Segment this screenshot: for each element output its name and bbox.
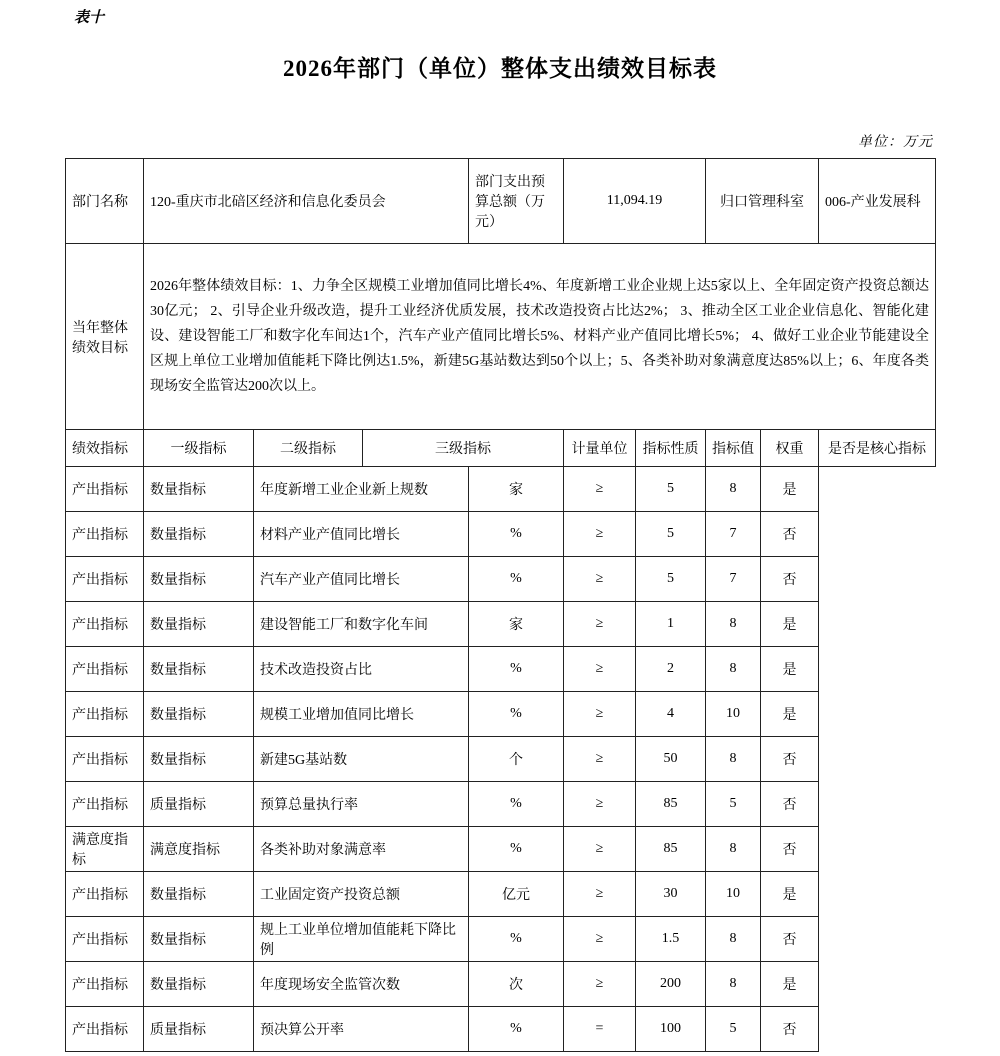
indicator-row bbox=[66, 1007, 936, 1052]
indicator-nature: ≥ bbox=[564, 602, 636, 647]
indicator-level2: 数量指标 bbox=[144, 512, 254, 557]
annual-goal-label: 当年整体绩效目标 bbox=[66, 244, 144, 430]
indicator-row bbox=[66, 917, 936, 962]
indicator-unit: % bbox=[469, 557, 564, 602]
indicator-level2: 质量指标 bbox=[144, 782, 254, 827]
indicator-weight: 10 bbox=[706, 872, 761, 917]
indicator-level2: 数量指标 bbox=[144, 872, 254, 917]
indicator-nature: ≥ bbox=[564, 827, 636, 872]
indicator-level2: 数量指标 bbox=[144, 962, 254, 1007]
indicator-weight: 8 bbox=[706, 602, 761, 647]
indicator-level3: 各类补助对象满意率 bbox=[254, 827, 469, 872]
indicator-row bbox=[66, 782, 936, 827]
indicator-level1: 产出指标 bbox=[66, 557, 144, 602]
indicator-is-core: 否 bbox=[761, 737, 819, 782]
indicator-level2: 数量指标 bbox=[144, 557, 254, 602]
indicator-is-core: 是 bbox=[761, 647, 819, 692]
indicator-nature: ≥ bbox=[564, 917, 636, 962]
indicator-value: 85 bbox=[636, 782, 706, 827]
unit-note: 单位：万元 bbox=[858, 135, 933, 150]
indicator-level2: 满意度指标 bbox=[144, 827, 254, 872]
indicator-weight: 7 bbox=[706, 512, 761, 557]
indicator-weight: 8 bbox=[706, 917, 761, 962]
indicator-row bbox=[66, 512, 936, 557]
indicator-level1: 产出指标 bbox=[66, 737, 144, 782]
indicator-unit: % bbox=[469, 692, 564, 737]
indicator-nature: ≥ bbox=[564, 782, 636, 827]
indicator-unit: 家 bbox=[469, 602, 564, 647]
indicator-unit: 家 bbox=[469, 467, 564, 512]
indicator-level1: 产出指标 bbox=[66, 962, 144, 1007]
indicator-is-core: 否 bbox=[761, 917, 819, 962]
dept-name-label: 部门名称 bbox=[66, 159, 144, 244]
header-value: 指标值 bbox=[706, 430, 761, 467]
indicator-row bbox=[66, 737, 936, 782]
indicator-nature: ≥ bbox=[564, 557, 636, 602]
indicator-value: 5 bbox=[636, 467, 706, 512]
indicator-section-label: 绩效指标 bbox=[66, 430, 144, 467]
dept-name-value: 120-重庆市北碚区经济和信息化委员会 bbox=[144, 159, 469, 244]
indicator-level3: 预决算公开率 bbox=[254, 1007, 469, 1052]
indicator-is-core: 是 bbox=[761, 692, 819, 737]
indicator-weight: 8 bbox=[706, 737, 761, 782]
indicator-level2: 数量指标 bbox=[144, 692, 254, 737]
indicator-level1: 产出指标 bbox=[66, 602, 144, 647]
indicator-is-core: 是 bbox=[761, 962, 819, 1007]
budget-total-label: 部门支出预算总额（万元） bbox=[469, 159, 564, 244]
indicator-level3: 建设智能工厂和数字化车间 bbox=[254, 602, 469, 647]
indicator-value: 30 bbox=[636, 872, 706, 917]
indicator-nature: ≥ bbox=[564, 737, 636, 782]
indicator-row bbox=[66, 647, 936, 692]
indicator-weight: 10 bbox=[706, 692, 761, 737]
indicator-value: 200 bbox=[636, 962, 706, 1007]
indicator-weight: 8 bbox=[706, 467, 761, 512]
page-title: 2026年部门（单位）整体支出绩效目标表 bbox=[283, 56, 717, 81]
indicator-level1: 产出指标 bbox=[66, 512, 144, 557]
header-weight: 权重 bbox=[761, 430, 819, 467]
indicator-nature: ≥ bbox=[564, 647, 636, 692]
department-info-row bbox=[66, 159, 936, 244]
indicator-unit: % bbox=[469, 512, 564, 557]
managing-office-value: 006-产业发展科 bbox=[819, 159, 936, 244]
indicator-is-core: 是 bbox=[761, 602, 819, 647]
indicator-row bbox=[66, 872, 936, 917]
indicator-rows-body bbox=[66, 467, 936, 1052]
indicator-header-row bbox=[66, 430, 936, 467]
indicator-unit: % bbox=[469, 782, 564, 827]
indicator-unit: % bbox=[469, 1007, 564, 1052]
indicator-level3: 新建5G基站数 bbox=[254, 737, 469, 782]
indicator-nature: ≥ bbox=[564, 512, 636, 557]
indicator-row bbox=[66, 467, 936, 512]
indicator-is-core: 否 bbox=[761, 782, 819, 827]
performance-target-table bbox=[65, 158, 936, 1052]
indicator-level2: 质量指标 bbox=[144, 1007, 254, 1052]
annual-goal-row bbox=[66, 244, 936, 430]
indicator-level1: 产出指标 bbox=[66, 872, 144, 917]
indicator-level1: 产出指标 bbox=[66, 1007, 144, 1052]
indicator-value: 1.5 bbox=[636, 917, 706, 962]
indicator-level1: 产出指标 bbox=[66, 782, 144, 827]
indicator-weight: 8 bbox=[706, 827, 761, 872]
header-nature: 指标性质 bbox=[636, 430, 706, 467]
indicator-level3: 预算总量执行率 bbox=[254, 782, 469, 827]
indicator-level2: 数量指标 bbox=[144, 602, 254, 647]
indicator-level3: 规上工业单位增加值能耗下降比例 bbox=[254, 917, 469, 962]
indicator-is-core: 否 bbox=[761, 557, 819, 602]
indicator-row bbox=[66, 602, 936, 647]
indicator-is-core: 是 bbox=[761, 467, 819, 512]
indicator-nature: ≥ bbox=[564, 962, 636, 1007]
managing-office-label: 归口管理科室 bbox=[706, 159, 819, 244]
indicator-level1: 产出指标 bbox=[66, 917, 144, 962]
indicator-level3: 技术改造投资占比 bbox=[254, 647, 469, 692]
indicator-value: 1 bbox=[636, 602, 706, 647]
indicator-level2: 数量指标 bbox=[144, 647, 254, 692]
indicator-level3: 工业固定资产投资总额 bbox=[254, 872, 469, 917]
indicator-weight: 5 bbox=[706, 1007, 761, 1052]
indicator-level1: 满意度指标 bbox=[66, 827, 144, 872]
indicator-level2: 数量指标 bbox=[144, 737, 254, 782]
indicator-value: 5 bbox=[636, 512, 706, 557]
indicator-level3: 年度新增工业企业新上规数 bbox=[254, 467, 469, 512]
table-number-label: 表十 bbox=[74, 10, 105, 26]
indicator-row bbox=[66, 962, 936, 1007]
indicator-value: 4 bbox=[636, 692, 706, 737]
indicator-nature: ≥ bbox=[564, 872, 636, 917]
indicator-level1: 产出指标 bbox=[66, 467, 144, 512]
indicator-is-core: 否 bbox=[761, 827, 819, 872]
indicator-row bbox=[66, 692, 936, 737]
indicator-level3: 规模工业增加值同比增长 bbox=[254, 692, 469, 737]
indicator-level3: 材料产业产值同比增长 bbox=[254, 512, 469, 557]
indicator-weight: 8 bbox=[706, 962, 761, 1007]
indicator-unit: 亿元 bbox=[469, 872, 564, 917]
indicator-value: 50 bbox=[636, 737, 706, 782]
indicator-unit: % bbox=[469, 827, 564, 872]
header-is-core: 是否是核心指标 bbox=[819, 430, 936, 467]
indicator-level3: 汽车产业产值同比增长 bbox=[254, 557, 469, 602]
indicator-unit: % bbox=[469, 647, 564, 692]
indicator-weight: 7 bbox=[706, 557, 761, 602]
header-level2: 二级指标 bbox=[254, 430, 363, 467]
indicator-value: 85 bbox=[636, 827, 706, 872]
header-level3: 三级指标 bbox=[363, 430, 564, 467]
indicator-is-core: 是 bbox=[761, 872, 819, 917]
indicator-unit: % bbox=[469, 917, 564, 962]
header-unit: 计量单位 bbox=[564, 430, 636, 467]
indicator-row bbox=[66, 557, 936, 602]
indicator-level3: 年度现场安全监管次数 bbox=[254, 962, 469, 1007]
indicator-value: 2 bbox=[636, 647, 706, 692]
indicator-unit: 个 bbox=[469, 737, 564, 782]
indicator-row bbox=[66, 827, 936, 872]
indicator-level1: 产出指标 bbox=[66, 647, 144, 692]
budget-total-value: 11,094.19 bbox=[564, 159, 706, 244]
indicator-level1: 产出指标 bbox=[66, 692, 144, 737]
indicator-nature: = bbox=[564, 1007, 636, 1052]
indicator-value: 5 bbox=[636, 557, 706, 602]
indicator-weight: 8 bbox=[706, 647, 761, 692]
indicator-level2: 数量指标 bbox=[144, 467, 254, 512]
indicator-weight: 5 bbox=[706, 782, 761, 827]
indicator-level2: 数量指标 bbox=[144, 917, 254, 962]
indicator-is-core: 否 bbox=[761, 512, 819, 557]
annual-goal-text: 2026年整体绩效目标：1、力争全区规模工业增加值同比增长4%、年度新增工业企业规上达5家以上、全年固定资产投资总额达30亿元； 2、引导企业升级改造，提升工业经济优质发展，技术改造投资占比达2%； 3、推动全区工业企业信息化、智能化建设、建设智能工厂和数字化车间达1个，汽车产业产值同比增长5%、材料产业产值同比增长5%； 4、做好工业企业节能建设全区规上单位工业增加值能耗下降比例达1.5%，新建5G基站数达到50个以上；5、各类补助对象满意度达85%以上；6、年度各类现场安全监管达200次以上。 bbox=[144, 244, 936, 430]
header-level1: 一级指标 bbox=[144, 430, 254, 467]
indicator-unit: 次 bbox=[469, 962, 564, 1007]
indicator-is-core: 否 bbox=[761, 1007, 819, 1052]
indicator-value: 100 bbox=[636, 1007, 706, 1052]
indicator-nature: ≥ bbox=[564, 467, 636, 512]
indicator-nature: ≥ bbox=[564, 692, 636, 737]
